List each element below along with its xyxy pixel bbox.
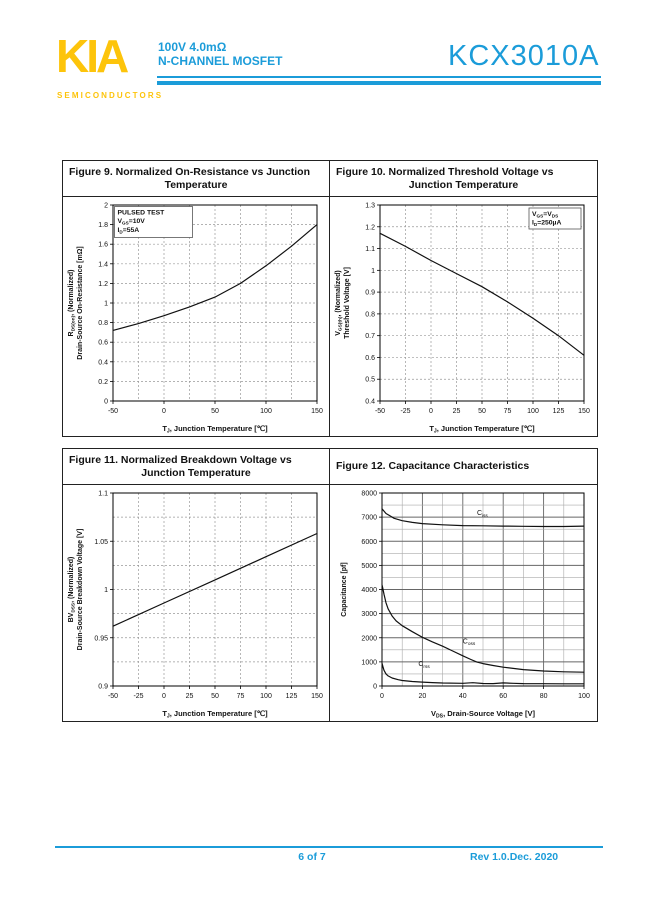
figure-11-panel	[62, 448, 330, 722]
svg-text:40: 40	[458, 693, 467, 700]
svg-text:1.05: 1.05	[94, 538, 108, 546]
part-number: KCX3010A	[448, 40, 600, 72]
svg-text:PULSED TEST: PULSED TEST	[117, 209, 165, 217]
header-rule-thin	[157, 76, 601, 78]
kia-logo-subtext: SEMICONDUCTORS	[57, 91, 164, 100]
svg-text:0.8: 0.8	[98, 320, 108, 328]
svg-text:0.4: 0.4	[365, 398, 375, 406]
svg-text:0: 0	[104, 398, 108, 406]
kia-logo: KIA	[56, 30, 127, 82]
svg-text:25: 25	[452, 408, 461, 415]
svg-text:VGS=10V: $V_{GS}=10V$	[117, 218, 145, 226]
footer-rule	[55, 846, 603, 848]
svg-text:0.2: 0.2	[98, 378, 108, 386]
svg-text:VGS=VDS: $V_{GS}=V_{DS}$	[532, 211, 559, 219]
svg-text:Coss: $C_{oss}$	[462, 638, 476, 648]
svg-text:6000: 6000	[361, 538, 377, 546]
svg-text:1.1: 1.1	[98, 490, 108, 498]
svg-text:Drain-Source Breakdown Voltage: Drain-Source Breakdown Voltage [V]	[77, 528, 84, 651]
svg-text:Capacitance [pf]: Capacitance [pf]	[341, 562, 348, 617]
svg-text:2: 2	[104, 202, 108, 210]
svg-text:80: 80	[539, 693, 548, 700]
svg-text:1.4: 1.4	[98, 261, 108, 269]
svg-text:VDS, Drain-Source Voltage [V]: $V_{DS}$, Drain-Source Voltage [V]	[430, 709, 536, 720]
svg-text:-50: -50	[107, 408, 119, 415]
svg-text:0: 0	[162, 408, 166, 415]
figure-12-panel	[330, 448, 598, 722]
figure-9-title-line1: Figure 9. Normalized On-Resistance vs Junction	[69, 165, 310, 178]
device-type: N-CHANNEL MOSFET	[158, 54, 283, 68]
svg-text:4000: 4000	[361, 587, 377, 594]
svg-text:0: 0	[380, 693, 384, 700]
svg-text:150: 150	[311, 693, 323, 700]
svg-text:1000: 1000	[361, 659, 377, 667]
svg-text:0.9: 0.9	[98, 683, 108, 691]
figure-9-title-line2: Temperature	[164, 178, 228, 191]
figure-9-panel	[62, 160, 330, 437]
svg-text:1: 1	[104, 587, 108, 594]
svg-text:1.2: 1.2	[98, 280, 108, 288]
figure-9-title	[63, 161, 329, 197]
svg-text:75: 75	[236, 693, 245, 700]
svg-text:1.6: 1.6	[98, 241, 108, 249]
svg-text:Crss: $C_{rss}$	[418, 661, 430, 670]
figure-11-title-line2: Junction Temperature	[141, 466, 251, 479]
svg-text:-50: -50	[374, 408, 386, 415]
svg-text:ID=250µA: $I_D=250\mu A$	[532, 219, 562, 228]
svg-text:0.9: 0.9	[365, 289, 375, 297]
svg-text:50: 50	[478, 408, 486, 415]
svg-text:VGS(th), (Normalized): $V_{GS(th)}$, (Normalized)	[335, 270, 344, 336]
svg-text:75: 75	[503, 408, 512, 415]
svg-text:20: 20	[418, 693, 427, 700]
svg-text:TJ, Junction Temperature [℃]: $T_J$, Junction Temperature [℃]	[162, 424, 268, 435]
svg-text:0.7: 0.7	[365, 333, 375, 341]
svg-text:3000: 3000	[361, 611, 377, 619]
svg-text:0: 0	[429, 408, 433, 415]
figure-10-chart	[330, 197, 596, 435]
revision-label: Rev 1.0.Dec. 2020	[470, 851, 559, 863]
svg-text:1.8: 1.8	[98, 222, 108, 230]
svg-text:8000: 8000	[361, 490, 377, 498]
svg-text:TJ, Junction Temperature [℃]: $T_J$, Junction Temperature [℃]	[429, 424, 535, 435]
figure-11-title-line1: Figure 11. Normalized Breakdown Voltage vs	[69, 453, 292, 466]
svg-text:ID=55A: $I_D=55A$	[117, 226, 140, 235]
figure-10-title	[330, 161, 597, 197]
svg-text:1.3: 1.3	[365, 202, 375, 210]
svg-text:150: 150	[311, 408, 323, 415]
svg-text:0.8: 0.8	[365, 311, 375, 319]
svg-text:BVDSS, (Normalized): $BV_{DSS}$, (Normalized)	[68, 556, 77, 623]
svg-text:100: 100	[260, 693, 272, 700]
svg-text:25: 25	[185, 693, 194, 700]
figure-12-title-line1: Figure 12. Capacitance Characteristics	[336, 460, 530, 472]
figure-12-title	[330, 449, 597, 485]
svg-text:125: 125	[285, 693, 298, 700]
svg-text:60: 60	[499, 693, 508, 700]
figure-10-title-line2: Junction Temperature	[408, 178, 519, 191]
figure-11-title	[63, 449, 329, 485]
svg-text:Drain-Source On-Resistance [mΩ: Drain-Source On-Resistance [mΩ]	[77, 246, 84, 360]
svg-text:Ciss: $C_{iss}$	[476, 510, 488, 519]
figure-9-chart	[63, 197, 329, 435]
figure-10-panel	[330, 160, 598, 437]
svg-text:RDS(on), (Normalized): $R_{DS(on)}$, (Normalized)	[68, 269, 77, 337]
svg-text:0.6: 0.6	[365, 354, 375, 362]
svg-text:50: 50	[211, 693, 219, 700]
svg-text:-25: -25	[133, 693, 144, 700]
svg-text:TJ, Junction Temperature [℃]: $T_J$, Junction Temperature [℃]	[162, 709, 268, 720]
svg-text:5000: 5000	[361, 562, 377, 570]
svg-text:-25: -25	[400, 408, 411, 415]
svg-text:50: 50	[211, 408, 219, 415]
svg-text:0.6: 0.6	[98, 339, 108, 347]
device-rating: 100V 4.0mΩ	[158, 40, 227, 54]
device-description	[158, 40, 282, 68]
figure-12-chart	[330, 485, 596, 720]
svg-text:7000: 7000	[361, 514, 377, 522]
svg-text:100: 100	[527, 408, 539, 415]
svg-text:1: 1	[104, 300, 108, 308]
svg-text:0: 0	[162, 693, 166, 700]
svg-text:0.4: 0.4	[98, 359, 108, 367]
svg-text:0.5: 0.5	[365, 376, 375, 384]
svg-text:Threshold Voltage [V]: Threshold Voltage [V]	[344, 267, 351, 339]
page-indicator: 6 of 7	[298, 851, 326, 863]
header-rule-thick	[157, 81, 601, 85]
figure-11-chart	[63, 485, 329, 720]
figure-10-title-line1: Figure 10. Normalized Threshold Voltage vs	[336, 165, 554, 178]
svg-text:1: 1	[371, 267, 375, 275]
svg-text:100: 100	[578, 693, 590, 700]
svg-text:0: 0	[373, 683, 377, 691]
svg-text:0.95: 0.95	[94, 635, 108, 643]
svg-text:125: 125	[552, 408, 565, 415]
svg-text:1.2: 1.2	[365, 224, 375, 232]
svg-text:150: 150	[578, 408, 590, 415]
svg-text:2000: 2000	[361, 635, 377, 643]
svg-text:1.1: 1.1	[365, 246, 375, 254]
svg-text:-50: -50	[107, 693, 119, 700]
figure-grid	[62, 160, 598, 722]
svg-text:100: 100	[260, 408, 272, 415]
